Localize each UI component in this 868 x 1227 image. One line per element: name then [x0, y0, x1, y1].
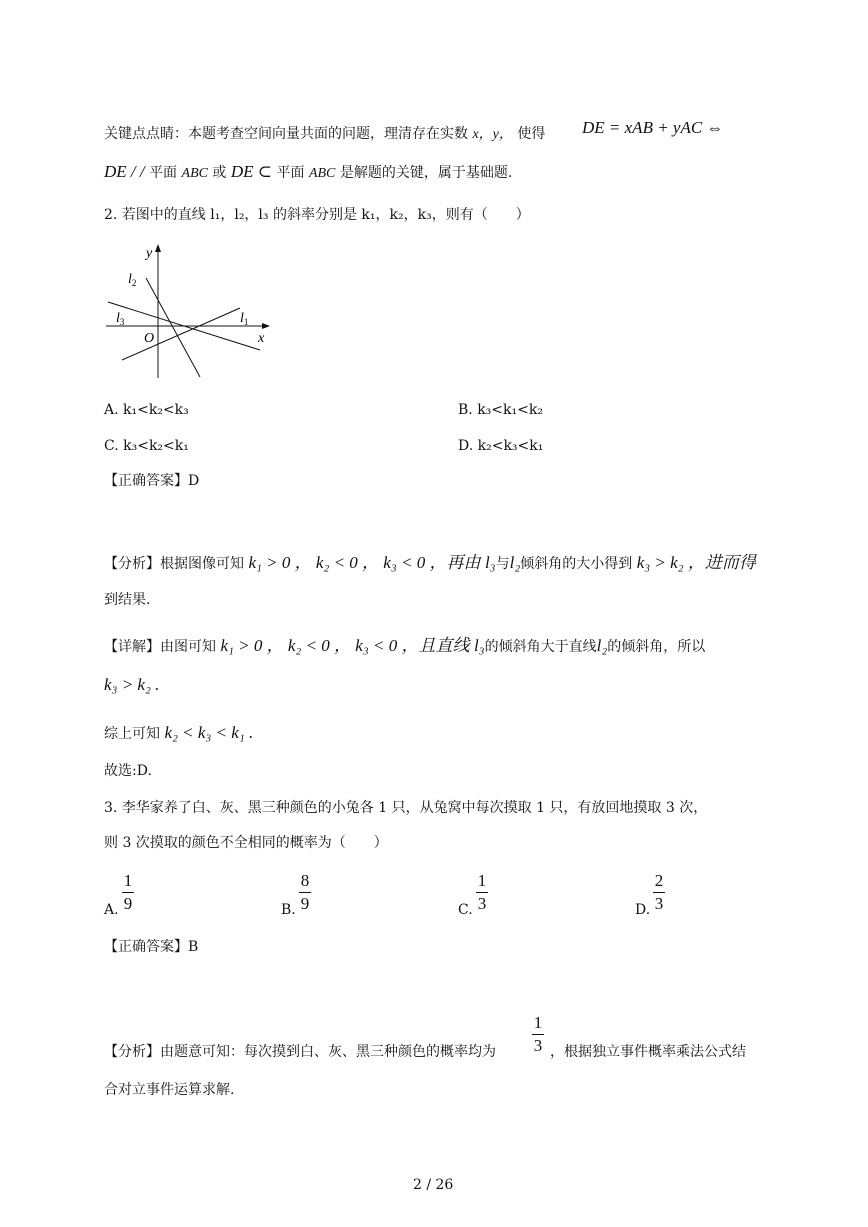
fraction-numerator: 1: [533, 1013, 543, 1032]
analysis-head: 【分析】根据图像可知: [104, 556, 244, 572]
de-subset: DE ⊂: [230, 162, 273, 181]
analysis-l2: l₂: [509, 553, 521, 572]
detail-l2: l₂: [596, 636, 608, 655]
plane-word-2: 平面: [276, 165, 305, 181]
q3-stem-line2: 则 3 次摸取的颜色不全相同的概率为（ ）: [104, 835, 388, 851]
summary-expr: k₂ < k₃ < k₁ .: [164, 723, 254, 742]
q3-answer: 【正确答案】B: [104, 939, 199, 955]
line-l2: [146, 278, 200, 377]
key-point-mid: 使得: [517, 126, 546, 142]
page-number: 2 / 26: [413, 1177, 454, 1193]
q3-analysis: [104, 1043, 496, 1061]
or-word: 或: [212, 165, 227, 181]
q2-option-a: A. k₁<k₂<k₃: [104, 402, 189, 418]
fraction-numerator: 2: [654, 871, 664, 890]
l1-label: $l_1$: [240, 311, 249, 327]
detail-so: 的倾斜角，所以: [607, 639, 706, 655]
q3-option-d-fraction: [653, 872, 665, 913]
q2-stem: 2. 若图中的直线 l₁，l₂，l₃ 的斜率分别是 k₁，k₂，k₃，则有（ ）: [104, 207, 530, 223]
fraction-denominator: 9: [300, 894, 310, 913]
vector-formula-text: DE = xAB + yAC ⇔: [582, 118, 724, 137]
plane-abc-1: ABC: [181, 166, 208, 181]
detail-compare: 的倾斜角大于直线: [484, 639, 597, 655]
detail-l3: l₃: [473, 636, 485, 655]
key-point-intro: 关键点点睛：本题考查空间向量共面的问题，理清存在实数: [104, 126, 468, 142]
q2-detail: [104, 637, 705, 656]
l2-label: $l_2$: [128, 272, 137, 288]
line-l1: [122, 308, 240, 360]
q2-analysis-line2: 到结果.: [104, 592, 151, 608]
q2-option-c: C. k₃<k₂<k₁: [104, 438, 189, 454]
key-point-conclusion: 是解题的关键，属于基础题.: [339, 165, 513, 181]
fraction-denominator: 3: [477, 894, 487, 913]
q3-analysis-pre: 【分析】由题意可知：每次摸到白、灰、黑三种颜色的概率均为: [104, 1044, 496, 1060]
vector-formula: [582, 118, 723, 138]
plane-abc-2: ABC: [308, 166, 336, 181]
q3-analysis-fraction: [532, 1014, 544, 1055]
x-axis-arrow: [262, 323, 270, 329]
de-parallel: DE / /: [104, 162, 145, 181]
analysis-l3: l₃: [484, 553, 496, 572]
q3-analysis-line2: 合对立事件运算求解.: [104, 1082, 235, 1098]
q3-option-c-letter: C.: [458, 902, 473, 918]
fraction-denominator: 3: [533, 1036, 543, 1055]
q3-stem-line1: 3. 李华家养了白、灰、黑三种颜色的小兔各 1 只，从兔窝中每次摸取 1 只，有放回地摸取 3 次，: [104, 800, 708, 816]
q2-option-b: B. k₃<k₁<k₂: [458, 402, 543, 418]
fraction-denominator: 3: [654, 894, 664, 913]
fraction-denominator: 9: [123, 894, 133, 913]
q3-option-c-fraction: [476, 872, 488, 913]
fraction-numerator: 1: [123, 871, 133, 890]
l3-label: $l_3$: [116, 311, 125, 327]
q2-option-d: D. k₂<k₃<k₁: [458, 438, 544, 454]
summary-pre: 综上可知: [104, 726, 160, 742]
slope-lines-figure: [100, 240, 275, 380]
detail-head: 【详解】由图可知: [104, 639, 216, 655]
q2-answer: 【正确答案】D: [104, 473, 200, 489]
x-label: x: [258, 331, 265, 346]
q3-option-a-letter: A.: [104, 902, 119, 918]
y-label: y: [146, 246, 153, 261]
q2-detail-line2: k₃ > k₂ .: [104, 675, 160, 694]
plane-word-1: 平面: [149, 165, 178, 181]
analysis-slopes: k₁ > 0 ， k₂ < 0 ， k₃ < 0 ，再由: [248, 553, 481, 572]
real-numbers-xy: x，y，: [472, 127, 513, 142]
q3-option-b-letter: B.: [281, 902, 296, 918]
q3-analysis-post: ，根据独立事件概率乘法公式结: [550, 1044, 746, 1060]
fraction-numerator: 8: [300, 871, 310, 890]
y-axis-arrow: [155, 244, 161, 252]
key-point-line2: [104, 163, 512, 183]
key-point-text: [104, 125, 545, 144]
q2-choice: 故选:D.: [104, 763, 152, 779]
q2-analysis: [104, 554, 756, 573]
q3-option-a-fraction: [122, 872, 134, 913]
q3-option-b-fraction: [299, 872, 311, 913]
q3-option-d-letter: D.: [635, 902, 651, 918]
analysis-angle-text: 倾斜角的大小得到: [520, 556, 633, 572]
analysis-result: k₃ > k₂ ，进而得: [636, 553, 756, 572]
detail-slopes: k₁ > 0 ， k₂ < 0 ， k₃ < 0 ，且直线: [220, 636, 470, 655]
q2-summary: [104, 724, 253, 743]
origin-label: O: [144, 331, 155, 346]
analysis-and: 与: [495, 556, 510, 572]
fraction-numerator: 1: [477, 871, 487, 890]
